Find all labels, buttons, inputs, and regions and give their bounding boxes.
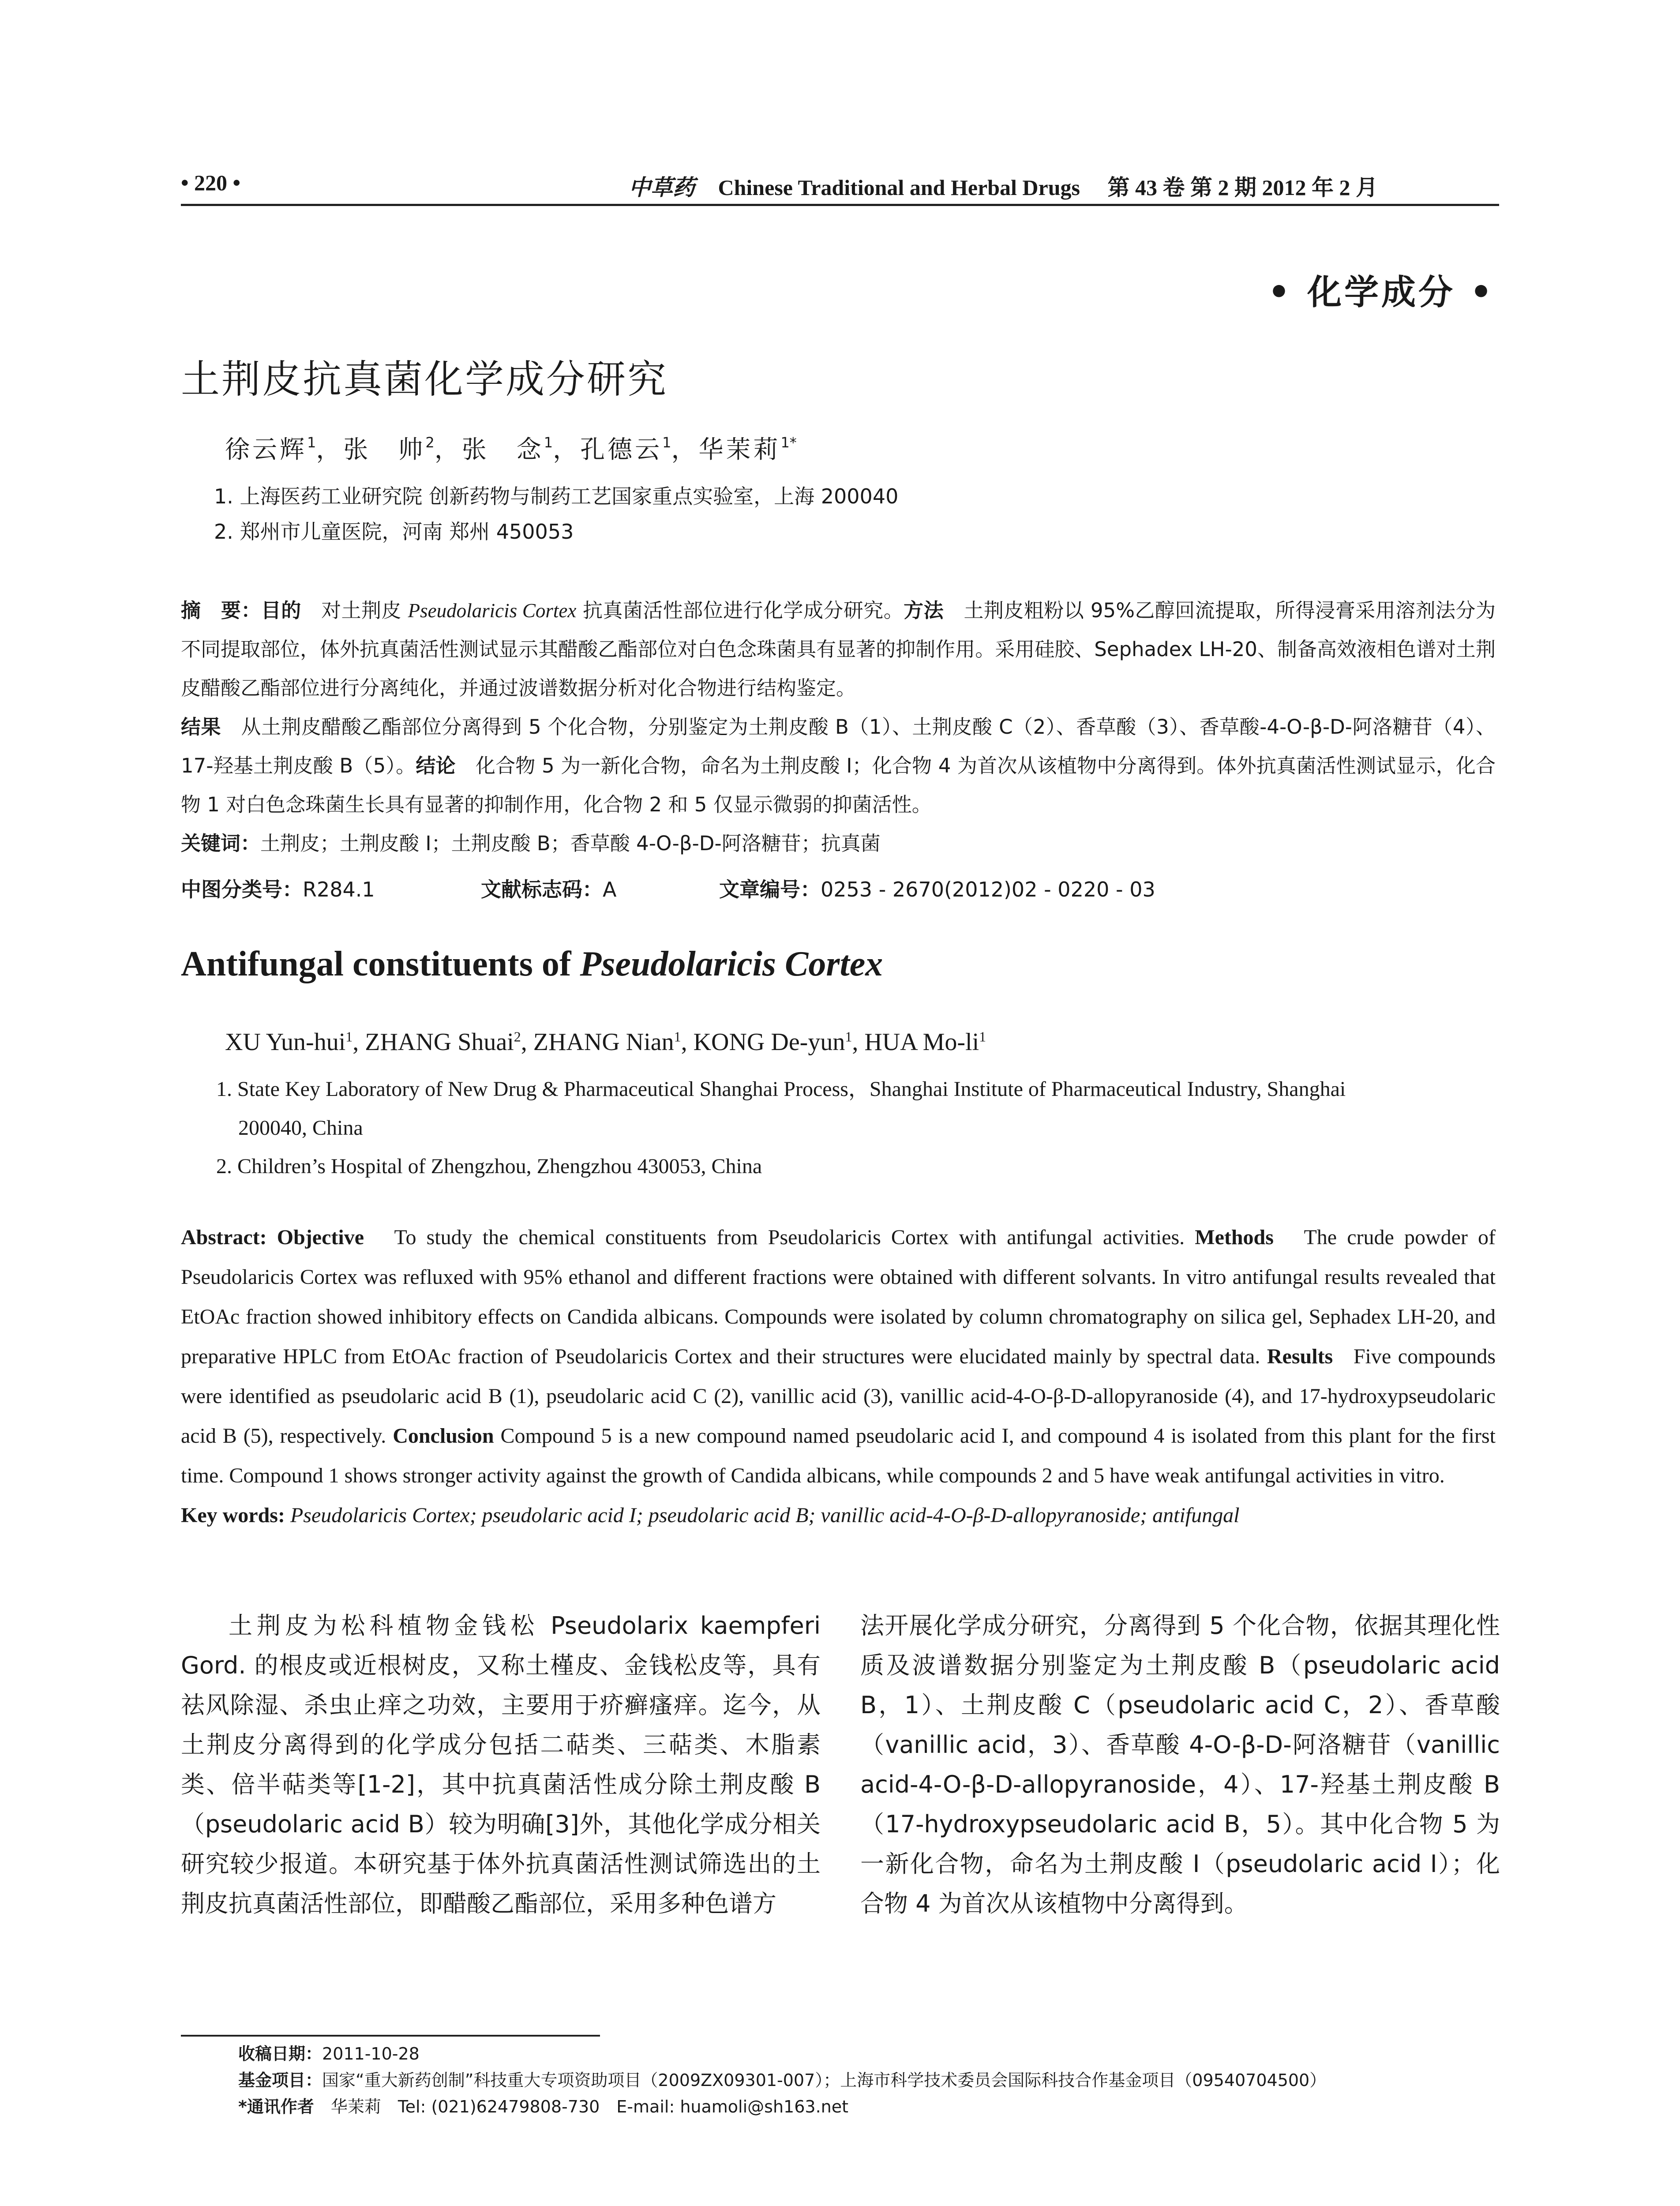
- author-en: HUA Mo-li: [864, 1028, 979, 1056]
- body-paragraph: 土荆皮为松科植物金钱松 Pseudolarix kaempferi Gord. 的根皮或近根树皮，又称土槿皮、金钱松皮等，具有祛风除湿、杀虫止痒之功效，主要用于疥癣瘙痒。迄今，从土荆皮分离得到的化学成分包括二萜类、三萜类、木脂素类、倍半萜类等[1-2]，其中抗真菌活性成分除土荆皮酸 B（pseudolaric acid B）较为明确[3]外，其他化学成分相关研究较少报道。本研究基于体外抗真菌活性测试筛选出的土荆皮抗真菌活性部位，即醋酸乙酯部位，采用多种色谱方: [181, 1612, 821, 1917]
- keywords-cn: 土荆皮；土荆皮酸 I；土荆皮酸 B；香草酸 4-O-β-D-阿洛糖苷；抗真菌: [260, 832, 881, 855]
- classification-row: 中图分类号：R284.1 文献标志码：A 文章编号：0253 - 2670(2012)02 - 0220 - 03: [181, 878, 1155, 901]
- footnote-corresponding: *通讯作者 华茉莉 Tel: (021)62479808-730 E-mail: huamoli@sh163.net: [238, 2097, 849, 2116]
- conclusion-label-cn: 结论: [416, 754, 456, 777]
- author-cn: 张 念: [461, 435, 544, 464]
- results-label-en: Results: [1267, 1345, 1333, 1368]
- title-cn: 土荆皮抗真菌化学成分研究: [181, 356, 668, 402]
- author-cn: 徐云辉: [225, 435, 307, 464]
- keywords-en: Pseudolaricis Cortex; pseudolaric acid I; pseudolaric acid B; vanillic acid-4-O-β-D-allopyranoside; antifungal: [290, 1504, 1240, 1527]
- section-label: • 化学成分 •: [1268, 273, 1495, 312]
- abstract-en: Abstract: Objective To study the chemical constituents from Pseudolaricis Cortex with antifungal activities. Methods The crude powder of Pseudolaricis Cortex was refluxed with 95% ethanol and different fractions were obtained with different solvants. In vitro antifungal results revealed that EtOAc fraction showed inhibitory effects on Candida albicans. Compounds were isolated by column chromatography on silica gel, Sephadex LH-20, and preparative HPLC from EtOAc fraction of Pseudolaricis Cortex and their structures were elucidated mainly by spectral data. Results Five compounds were identified as pseudolaric acid B (1), pseudolaric acid C (2), vanillic acid (3), vanillic acid-4-O-β-D-allopyranoside (4), and 17-hydroxypseudolaric acid B (5), respectively. Conclusion Compound 5 is a new compound named pseudolaric acid I, and compound 4 is isolated from this plant for the first time. Compound 1 shows stronger activity against the growth of Candida albicans, while compounds 2 and 5 have weak antifungal activities in vitro. Key words: Pseudolaricis Cortex; pseudolaric acid I; pseudolaric acid B; vanillic acid-4-O-β-D-allopyranoside; antifungal: [181, 1226, 1496, 1527]
- body-column-left: [181, 1606, 821, 1924]
- author-en: KONG De-yun: [693, 1028, 845, 1056]
- conclusion-label-en: Conclusion: [393, 1424, 494, 1448]
- objective-label-en: Objective: [277, 1226, 364, 1249]
- authors-en: XU Yun-hui$^1$, ZHANG Shuai$^2$, ZHANG Nian$^1$, KONG De-yun$^1$, HUA $Mo-li^1$: [225, 1028, 986, 1056]
- journal-title: [629, 170, 1378, 202]
- journal-issue: 第 43 卷 第 2 期 2012 年 2 月: [1107, 175, 1378, 200]
- journal-title-cn: 中草药: [629, 175, 695, 200]
- article-number: 0253 - 2670(2012)02 - 0220 - 03: [821, 878, 1155, 901]
- abstract-en-label: Abstract:: [181, 1226, 267, 1249]
- affiliation-cn-1: 1. 上海医药工业研究院 创新药物与制药工艺国家重点实验室，上海 200040: [214, 484, 899, 508]
- body-paragraph: 法开展化学成分研究，分离得到 5 个化合物，依据其理化性质及波谱数据分别鉴定为土荆皮酸 B（pseudolaric acid B，1）、土荆皮酸 C（pseudolaric acid C，2）、香草酸（vanillic acid，3）、香草酸 4-O-β-D-阿洛糖苷（vanillic acid-4-O-β-D-allopyranoside，4）、17-羟基土荆皮酸 B（17-hydroxypseudolaric acid B，5）。其中化合物 5 为一新化合物，命名为土荆皮酸 I（pseudolaric acid I）；化合物 4 为首次从该植物中分离得到。: [860, 1612, 1500, 1917]
- doc-code: A: [603, 878, 617, 901]
- footnote-fund: 基金项目：国家“重大新药创制”科技重大专项资助项目（2009ZX09301-007）；上海市科学技术委员会国际科技合作基金项目（09540704500）: [238, 2071, 1327, 2090]
- affiliation-en-1: 1. State Key Laboratory of New Drug & Pharmaceutical Shanghai Process，Shanghai Institute of Pharmaceutical Industry, Shanghai 200040, China: [216, 1077, 1346, 1140]
- footnote-received: 收稿日期：2011-10-28: [238, 2044, 420, 2063]
- objective-label-cn: 目的: [261, 599, 301, 622]
- affiliation-en-2: 2. Children’s Hospital of Zhengzhou, Zhengzhou 430053, China: [216, 1155, 762, 1178]
- results-label-cn: 结果: [181, 715, 221, 739]
- affiliation-cn-2: 2. 郑州市儿童医院，河南 郑州 450053: [214, 520, 574, 544]
- footnote-rule: [181, 2035, 600, 2037]
- authors-cn: 徐云辉$^1$，张 帅$^2$，张 念$^1$，孔德云$^1$，华茉莉$^{1*}$: [225, 434, 797, 464]
- title-en: Antifungal constituents of Pseudolaricis Cortex: [181, 945, 883, 983]
- keywords-en-label: Key words:: [181, 1504, 285, 1527]
- classification-code: R284.1: [303, 878, 375, 901]
- author-en: ZHANG Nian: [533, 1028, 674, 1056]
- journal-title-en: Chinese Traditional and Herbal Drugs: [718, 175, 1080, 200]
- header-rule: [181, 204, 1499, 206]
- body-column-right: [860, 1606, 1500, 1924]
- methods-label-en: Methods: [1195, 1226, 1274, 1249]
- keywords-cn-label: 关键词：: [181, 832, 261, 855]
- author-en: ZHANG Shuai: [365, 1028, 514, 1056]
- abstract-cn-label: 摘 要：: [181, 599, 261, 622]
- author-cn: 华茉莉: [698, 435, 781, 464]
- author-en: XU Yun-hui: [225, 1028, 346, 1056]
- methods-label-cn: 方法: [904, 599, 944, 622]
- author-cn: 孔德云: [580, 435, 663, 464]
- page-number: • 220 •: [181, 170, 241, 195]
- author-cn: 张 帅: [343, 435, 426, 464]
- abstract-cn: 摘 要：目的 对土荆皮 Pseudolaricis Cortex 抗真菌活性部位进行化学成分研究。方法 土荆皮粗粉以 95%乙醇回流提取，所得浸膏采用溶剂法分为不同提取部位，体外抗真菌活性测试显示其醋酸乙酯部位对白色念珠菌具有显著的抑制作用。采用硅胶、Sephadex LH-20、制备高效液相色谱对土荆皮醋酸乙酯部位进行分离纯化，并通过波谱数据分析对化合物进行结构鉴定。 结果 从土荆皮醋酸乙酯部位分离得到 5 个化合物，分别鉴定为土荆皮酸 B（1）、土荆皮酸 C（2）、香草酸（3）、香草酸-4-O-β-D-阿洛糖苷（4）、17-羟基土荆皮酸 B（5）。结论 化合物 5 为一新化合物，命名为土荆皮酸 I；化合物 4 为首次从该植物中分离得到。体外抗真菌活性测试显示，化合物 1 对白色念珠菌生长具有显著的抑制作用，化合物 2 和 5 仅显示微弱的抑菌活性。 关键词：土荆皮；土荆皮酸 I；土荆皮酸 B；香草酸 4-O-β-D-阿洛糖苷；抗真菌: [181, 599, 1496, 855]
